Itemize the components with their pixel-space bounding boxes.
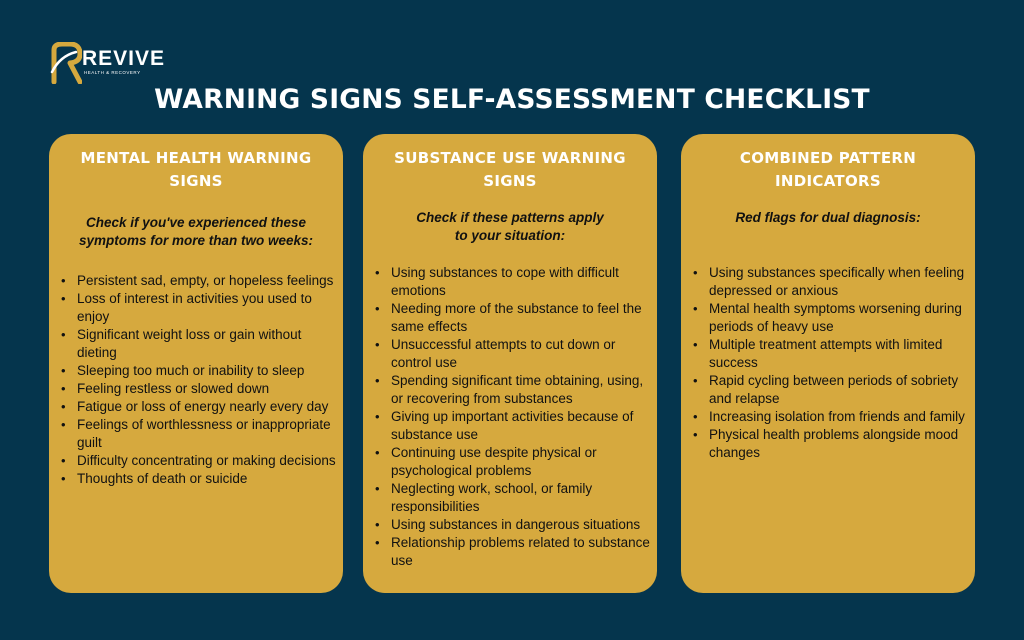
checklist — [61, 272, 339, 488]
list-item: • Thoughts of death or suicide — [61, 470, 339, 488]
card-subtitle: Check if these patterns apply to your situation: — [416, 210, 604, 243]
checklist — [375, 264, 653, 570]
list-item: • Using substances specifically when feeling depressed or anxious — [693, 264, 971, 300]
list-item: • Persistent sad, empty, or hopeless feelings — [61, 272, 339, 290]
list-item: • Feeling restless or slowed down — [61, 380, 339, 398]
list-item: • Unsuccessful attempts to cut down or control use — [375, 336, 653, 372]
list-item: • Spending significant time obtaining, using, or recovering from substances — [375, 372, 653, 408]
list-item: • Increasing isolation from friends and family — [693, 408, 971, 426]
list-item: • Giving up important activities because of substance use — [375, 408, 653, 444]
list-item: • Continuing use despite physical or psychological problems — [375, 444, 653, 480]
list-item: • Needing more of the substance to feel the same effects — [375, 300, 653, 336]
list-item: • Neglecting work, school, or family responsibilities — [375, 480, 653, 516]
list-item: • Loss of interest in activities you used to enjoy — [61, 290, 339, 326]
list-item: • Mental health symptoms worsening during periods of heavy use — [693, 300, 971, 336]
checklist — [693, 264, 971, 462]
page-title: WARNING SIGNS SELF-ASSESSMENT CHECKLIST — [154, 84, 870, 115]
list-item: • Using substances to cope with difficult emotions — [375, 264, 653, 300]
card-title: MENTAL HEALTH WARNING SIGNS — [80, 149, 312, 190]
card-subtitle: Red flags for dual diagnosis: — [735, 210, 921, 225]
list-item: • Relationship problems related to substance use — [375, 534, 653, 570]
logo-tagline: HEALTH & RECOVERY — [84, 70, 141, 75]
list-item: • Fatigue or loss of energy nearly every day — [61, 398, 339, 416]
card-title: COMBINED PATTERN INDICATORS — [739, 149, 917, 190]
list-item: • Significant weight loss or gain without dieting — [61, 326, 339, 362]
list-item: • Rapid cycling between periods of sobriety and relapse — [693, 372, 971, 408]
list-item: • Feelings of worthlessness or inappropriate guilt — [61, 416, 339, 452]
list-item: • Physical health problems alongside mood changes — [693, 426, 971, 462]
list-item: • Difficulty concentrating or making decisions — [61, 452, 339, 470]
card-combined-pattern — [681, 134, 975, 593]
revive-r-icon — [50, 42, 80, 84]
card-title: SUBSTANCE USE WARNING SIGNS — [394, 149, 626, 190]
card-mental-health — [49, 134, 343, 593]
card-substance-use — [363, 134, 657, 593]
logo — [50, 42, 165, 84]
list-item: • Multiple treatment attempts with limited success — [693, 336, 971, 372]
card-subtitle: Check if you've experienced these symptoms for more than two weeks: — [78, 215, 314, 248]
list-item: • Sleeping too much or inability to sleep — [61, 362, 339, 380]
logo-brand: REVIVE — [82, 47, 166, 70]
list-item: • Using substances in dangerous situations — [375, 516, 653, 534]
